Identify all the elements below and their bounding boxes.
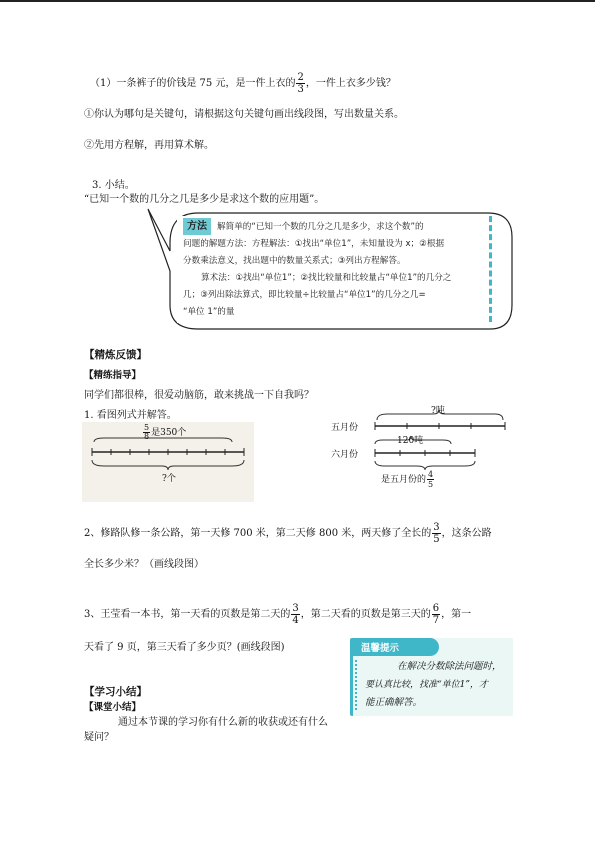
q3-text-a: 3、王莹看一本书，第一天看的页数是第二天的: [84, 609, 291, 620]
q3-fraction-1: [291, 603, 299, 626]
method-line6: “单位 1”的量: [183, 307, 235, 317]
figure-a-top-label: 是350个: [151, 428, 187, 438]
q2-fraction: [432, 522, 440, 545]
fraction-denominator: 4: [292, 615, 299, 626]
fraction-denominator: 8: [144, 432, 150, 441]
method-line2: 问题的解题方法：方程解法：①找出“单位1”，未知量设为 x；②根据: [183, 239, 445, 249]
figure-b-fraction: [427, 470, 434, 489]
q3-text-c: ，第一: [441, 609, 472, 620]
method-line5: 几；③列出除法算式，即比较量÷比较量占“单位1”的几分之几=: [183, 290, 426, 300]
problem1-step2: ②先用方程解，再用算术解。: [84, 140, 214, 151]
fraction-denominator: 7: [432, 615, 440, 626]
problem1-fraction: [296, 72, 304, 95]
fraction-numerator: 4: [428, 470, 434, 479]
practice-q1: 1. 看图列式并解答。: [84, 410, 177, 421]
practice-intro: 同学们都很棒，很爱动脑筋，敢来挑战一下自我吗？: [84, 390, 314, 401]
practice-q2-line1: [84, 522, 492, 545]
tip-box: [350, 638, 513, 716]
figure-a-fraction: [143, 424, 150, 441]
q3-fraction-2: [432, 603, 440, 626]
figure-b-mid-value: 120吨: [397, 436, 424, 446]
top-border-line: [0, 0, 595, 2]
tip-banner: [353, 638, 439, 656]
method-line3: 分数乘法意义，找出题中的数量关系式；③列出方程解答。: [183, 256, 406, 266]
study-summary-title: 【学习小结】: [84, 686, 147, 698]
summary-heading: 3. 小结。: [92, 180, 135, 191]
figure-b-caption-row: [381, 470, 435, 489]
q2-text-a: 2、修路队修一条公路，第一天修 700 米，第二天修 800 米，两天修了全长的: [84, 528, 432, 539]
figure-b-top-value: ?吨: [431, 406, 445, 416]
study-summary-sub-title: 【课堂小结】: [84, 702, 142, 713]
fraction-numerator: 5: [144, 423, 150, 432]
fraction-numerator: 2: [297, 72, 304, 83]
fraction-denominator: 5: [433, 534, 440, 545]
tip-line3: 能正确解答。: [365, 697, 423, 708]
method-line4: 算术法：①找出“单位1”；②找比较量和比较量占“单位1”的几分之: [201, 273, 452, 283]
problem1-text-a: （1）一条裤子的价钱是 75 元，是一件上衣的: [90, 78, 296, 89]
q2-text-b: ，这条公路: [441, 528, 492, 539]
figure-a-top: [142, 424, 186, 441]
practice-section-title: 【精炼反馈】: [84, 349, 147, 361]
practice-q2-line2: 全长多少米？（画线段图）: [84, 559, 204, 570]
tip-line1: 在解决分数除法问题时，: [397, 661, 502, 672]
fraction-numerator: 6: [432, 603, 440, 614]
fraction-numerator: 3: [292, 603, 299, 614]
tip-title: 温馨提示: [361, 643, 400, 654]
figure-b-caption: 是五月份的: [381, 475, 427, 485]
summary-quote: “已知一个数的几分之几是多少是求这个数的应用题”。: [84, 194, 325, 205]
method-box: [177, 216, 492, 322]
problem1-text-b: ，一件上衣多少钱？: [305, 78, 396, 89]
fraction-denominator: 5: [428, 480, 434, 489]
practice-q3-line1: [84, 603, 471, 626]
practice-q3-line2: 天看了 9 页，第三天看了多少页？(画线段图): [84, 642, 285, 653]
tip-body: [365, 658, 511, 712]
fraction-denominator: 3: [297, 84, 304, 95]
practice-sub-title: 【精练指导】: [84, 370, 142, 381]
figure-a-bottom-label: ?个: [162, 474, 176, 484]
figure-b: [325, 406, 515, 516]
method-title: 方法: [183, 218, 211, 235]
tip-line2: 要认真比较，找准“单位1”，才: [365, 680, 488, 690]
study-summary-line2: 疑问？: [84, 732, 114, 743]
method-box-bottom-rule: [177, 321, 489, 323]
problem1-line: [90, 72, 396, 95]
figure-a: [82, 422, 254, 502]
tip-flag-icon: [355, 660, 365, 710]
fraction-numerator: 3: [433, 522, 440, 533]
study-summary-line1: 通过本节课的学习你有什么新的收获或还有什么: [118, 717, 328, 728]
q3-text-b: ，第二天看的页数是第三天的: [300, 609, 431, 620]
problem1-step1: ①你认为哪句是关键句，请根据这句关键句画出线段图，写出数量关系。: [84, 109, 404, 120]
figure-b-may-label: 五月份: [331, 423, 359, 433]
method-line1: 解简单的“已知一个数的几分之几是多少，求这个数”的: [217, 222, 424, 232]
figure-b-june-label: 六月份: [331, 450, 359, 460]
